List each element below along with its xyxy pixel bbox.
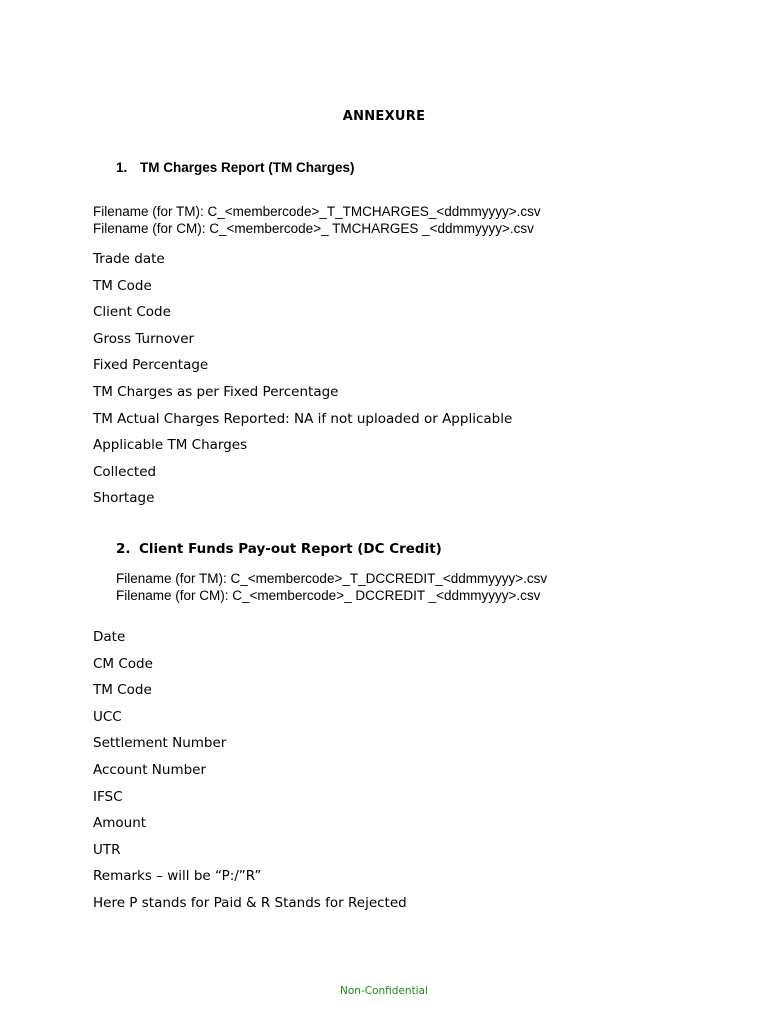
- list-item: UTR: [93, 841, 121, 858]
- list-item: CM Code: [93, 655, 153, 672]
- section-1-field-list: [93, 246, 512, 512]
- section-1-number: 1.: [116, 160, 128, 175]
- section-1-filenames: [93, 203, 541, 237]
- list-item: Applicable TM Charges: [93, 437, 248, 454]
- list-item: TM Charges as per Fixed Percentage: [93, 383, 339, 400]
- list-item: IFSC: [93, 788, 123, 805]
- list-item: TM Code: [93, 682, 152, 699]
- footer-classification: Non-Confidential: [340, 985, 428, 997]
- list-item: Fixed Percentage: [93, 357, 209, 374]
- section-2-field-list: [93, 624, 407, 917]
- page-title: ANNEXURE: [342, 109, 426, 124]
- section-1-filename-cm: Filename (for CM): C_<membercode>_ TMCHARGES _<ddmmyyyy>.csv: [93, 221, 534, 236]
- section-2-title: Client Funds Pay-out Report (DC Credit): [139, 541, 442, 557]
- list-item: UCC: [93, 708, 122, 725]
- list-item: Account Number: [93, 761, 207, 778]
- section-2-filename-cm: Filename (for CM): C_<membercode>_ DCCREDIT _<ddmmyyyy>.csv: [116, 588, 541, 603]
- list-item: Collected: [93, 463, 157, 480]
- section-2-number: 2.: [116, 541, 131, 557]
- list-item: TM Code: [93, 277, 152, 294]
- list-item: Gross Turnover: [93, 330, 195, 347]
- section-2-filenames: [116, 570, 547, 604]
- section-1-title: TM Charges Report (TM Charges): [140, 160, 355, 175]
- list-item: TM Actual Charges Reported: NA if not uploaded or Applicable: [93, 410, 513, 427]
- section-2-filename-tm: Filename (for TM): C_<membercode>_T_DCCREDIT_<ddmmyyyy>.csv: [116, 571, 548, 586]
- section-1-heading: [116, 160, 355, 175]
- list-item: Client Code: [93, 304, 171, 321]
- list-item: Here P stands for Paid & R Stands for Rejected: [93, 894, 407, 911]
- section-1-filename-tm: Filename (for TM): C_<membercode>_T_TMCHARGES_<ddmmyyyy>.csv: [93, 204, 541, 219]
- list-item: Date: [93, 629, 126, 645]
- list-item: Amount: [93, 815, 147, 832]
- list-item: Remarks – will be “P:/”R”: [93, 868, 262, 885]
- list-item: Trade date: [93, 251, 165, 267]
- list-item: Settlement Number: [93, 735, 227, 752]
- section-2-heading: [116, 541, 442, 557]
- list-item: Shortage: [93, 490, 155, 507]
